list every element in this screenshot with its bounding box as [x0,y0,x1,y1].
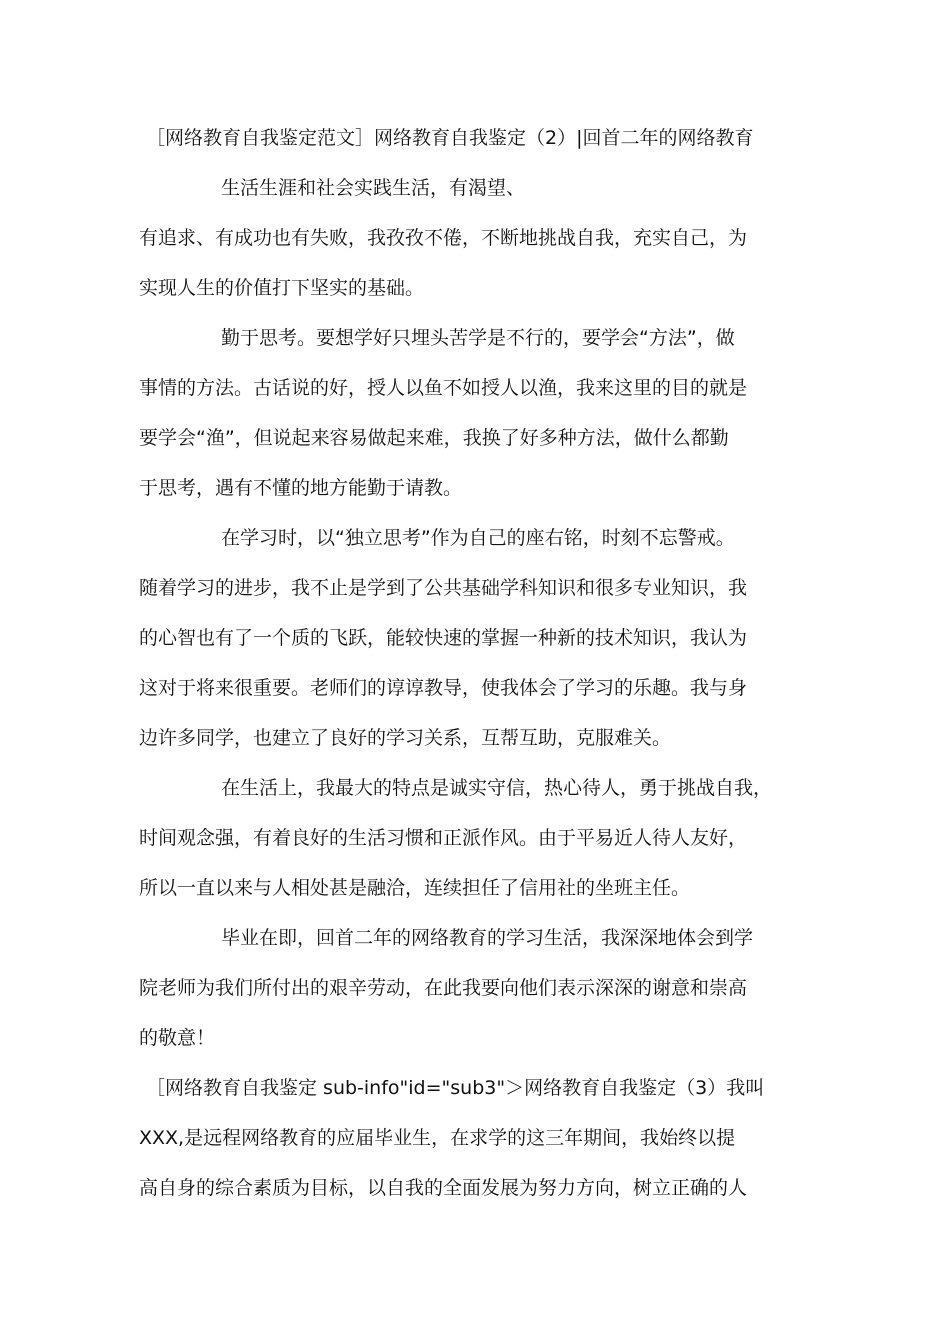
text-line: ［网络教育自我鉴定 sub-info"id="sub3"＞网络教育自我鉴定（3）我叫 [146,1077,765,1099]
text-line: 的敬意！ [139,1027,216,1049]
text-line: 这对于将来很重要。老师们的谆谆教导，使我体会了学习的乐趣。我与身 [139,677,748,699]
text-line: 要学会“渔”，但说起来容易做起来难，我换了好多种方法，做什么都勤 [139,427,729,449]
text-line: 所以一直以来与人相处甚是融洽，连续担任了信用社的坐班主任。 [139,877,691,899]
text-line: 高自身的综合素质为目标，以自我的全面发展为努力方向，树立正确的人 [139,1177,748,1199]
text-line: 于思考，遇有不懂的地方能勤于请教。 [139,477,463,499]
text-line: 在学习时，以“独立思考”作为自己的座右铭，时刻不忘警戒。 [221,527,735,549]
text-line: 院老师为我们所付出的艰辛劳动，在此我要向他们表示深深的谢意和崇高 [139,977,748,999]
text-line: XXX,是远程网络教育的应届毕业生，在求学的这三年期间，我始终以提 [139,1127,736,1149]
text-line: 事情的方法。古话说的好，授人以鱼不如授人以渔，我来这里的目的就是 [139,377,748,399]
text-line: 时间观念强，有着良好的生活习惯和正派作风。由于平易近人待人友好， [139,827,748,849]
text-line: 有追求、有成功也有失败，我孜孜不倦，不断地挑战自我，充实自己，为 [139,227,748,249]
text-line: 勤于思考。要想学好只埋头苦学是不行的，要学会“方法”，做 [221,327,735,349]
text-line: 在生活上，我最大的特点是诚实守信，热心待人，勇于挑战自我， [221,777,773,799]
text-line: 生活生涯和社会实践生活，有渴望、 [221,177,526,199]
title-line: ［网络教育自我鉴定范文］网络教育自我鉴定（2）|回首二年的网络教育 [146,127,754,149]
text-line: 的心智也有了一个质的飞跃，能较快速的掌握一种新的技术知识，我认为 [139,627,748,649]
text-line: 随着学习的进步，我不止是学到了公共基础学科知识和很多专业知识，我 [139,577,748,599]
text-line: 边许多同学，也建立了良好的学习关系，互帮互助，克服难关。 [139,727,672,749]
text-line: 实现人生的价值打下坚实的基础。 [139,277,425,299]
text-line: 毕业在即，回首二年的网络教育的学习生活，我深深地体会到学 [221,927,754,949]
